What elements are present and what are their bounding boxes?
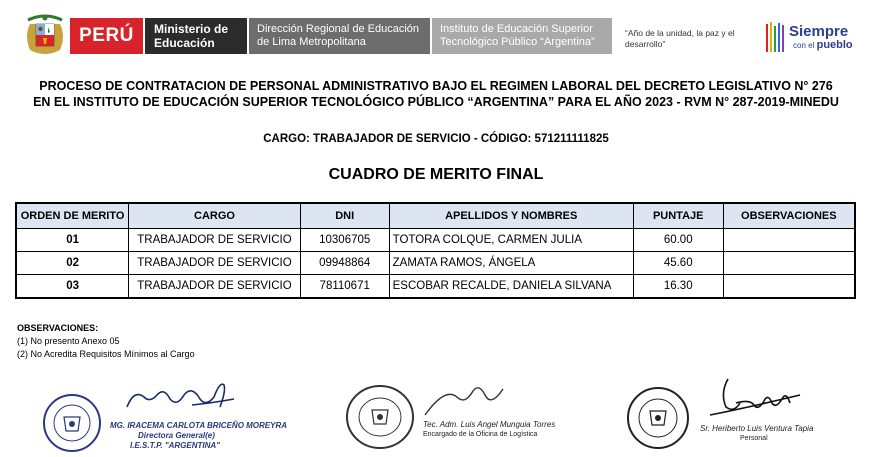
observacion-item: (2) No Acredita Requisitos Mínimos al Cargo: [17, 349, 195, 359]
ministerio-line-1: Ministerio de: [154, 22, 229, 36]
instituto-line-1: Instituto de Educación Superior: [440, 23, 593, 35]
cell-cargo: TRABAJADOR DE SERVICIO: [129, 275, 301, 299]
cell-puntaje: 60.00: [633, 229, 723, 252]
observaciones-section: [17, 322, 195, 361]
cell-puntaje: 45.60: [633, 252, 723, 275]
merit-table: [15, 202, 856, 299]
logo-pueblo-text: [793, 39, 853, 51]
logistica-signature-icon: [415, 381, 515, 421]
director-signature-text: [110, 421, 287, 451]
peru-badge: PERÚ: [70, 18, 143, 54]
logo-con-el-text: con el: [793, 41, 815, 50]
cell-orden: 01: [16, 229, 129, 252]
personal-role: Personal: [740, 435, 768, 442]
header-cargo: CARGO: [129, 203, 301, 229]
cell-nombre: ESCOBAR RECALDE, DANIELA SILVANA: [389, 275, 633, 299]
direccion-regional-block: [249, 18, 430, 54]
logistica-name: Tec. Adm. Luis Angel Munguia Torres: [423, 420, 556, 429]
logo-pueblo-word: pueblo: [816, 39, 853, 51]
cell-observaciones: [723, 229, 855, 252]
director-role: Directora General(e): [138, 431, 215, 440]
cell-observaciones: [723, 252, 855, 275]
personal-signature-icon: [700, 373, 810, 421]
cargo-line: CARGO: TRABAJADOR DE SERVICIO - CÓDIGO: 571211111825: [263, 133, 609, 145]
director-name: MG. IRACEMA CARLOTA BRICEÑO MOREYRA: [110, 421, 288, 430]
cell-nombre: TOTORA COLQUE, CARMEN JULIA: [389, 229, 633, 252]
logistica-role: Encargado de la Oficina de Logística: [423, 431, 538, 438]
cell-cargo: TRABAJADOR DE SERVICIO: [129, 229, 301, 252]
director-signature-icon: [122, 377, 242, 417]
logistica-seal-stamp-icon: [345, 384, 415, 450]
cell-orden: 02: [16, 252, 129, 275]
table-row: [16, 252, 855, 275]
direccion-line-2: de Lima Metropolitana: [257, 36, 366, 48]
cell-dni: 09948864: [300, 252, 389, 275]
table-row: [16, 229, 855, 252]
ministerio-line-2: Educación: [154, 36, 215, 50]
cell-nombre: ZAMATA RAMOS, ÁNGELA: [389, 252, 633, 275]
header-nombres: APELLIDOS Y NOMBRES: [389, 203, 633, 229]
table-header-row: [16, 203, 855, 229]
observacion-item: (1) No presento Anexo 05: [17, 336, 120, 346]
table-row: [16, 275, 855, 299]
instituto-line-2: Tecnológico Público “Argentina”: [440, 36, 595, 48]
cell-dni: 10306705: [300, 229, 389, 252]
lema-text: [625, 28, 755, 50]
cell-puntaje: 16.30: [633, 275, 723, 299]
direccion-line-1: Dirección Regional de Educación: [257, 23, 420, 35]
header-observaciones: OBSERVACIONES: [723, 203, 855, 229]
siempre-con-el-pueblo-logo: [765, 20, 865, 56]
personal-signature-text: [700, 424, 813, 444]
header-puntaje: PUNTAJE: [633, 203, 723, 229]
personal-seal-stamp-icon: [625, 386, 691, 450]
logistica-signature-text: [423, 420, 555, 440]
lema-line-1: “Año de la unidad, la paz y el: [625, 28, 735, 38]
title-line-1: PROCESO DE CONTRATACION DE PERSONAL ADMINISTRATIVO BAJO EL REGIMEN LABORAL DEL DECRETO LEGISLATIVO N° 276: [39, 79, 833, 93]
institutional-header: [0, 0, 872, 70]
lema-line-2: desarrollo”: [625, 39, 666, 49]
colored-bars-icon: [765, 20, 787, 54]
document-title: [0, 78, 872, 110]
header-orden: ORDEN DE MERITO: [16, 203, 129, 229]
cell-orden: 03: [16, 275, 129, 299]
director-institute: I.E.S.T.P. "ARGENTINA": [130, 441, 220, 450]
cell-observaciones: [723, 275, 855, 299]
instituto-block: [432, 18, 612, 54]
institute-seal-stamp-icon: [42, 393, 102, 453]
cell-cargo: TRABAJADOR DE SERVICIO: [129, 252, 301, 275]
peru-coat-of-arms-icon: [22, 14, 68, 58]
header-dni: DNI: [300, 203, 389, 229]
cuadro-title: CUADRO DE MERITO FINAL: [328, 166, 544, 183]
observaciones-heading: OBSERVACIONES:: [17, 323, 99, 333]
ministerio-block: [145, 18, 247, 54]
logo-siempre-text: Siempre: [789, 23, 849, 40]
title-line-2: EN EL INSTITUTO DE EDUCACIÓN SUPERIOR TECNOLÓGICO PÚBLICO “ARGENTINA” PARA EL AÑO 2023 - RVM N° 287-2019-MINEDU: [33, 95, 839, 109]
cell-dni: 78110671: [300, 275, 389, 299]
personal-name: Sr. Heriberto Luis Ventura Tapia: [700, 424, 814, 433]
